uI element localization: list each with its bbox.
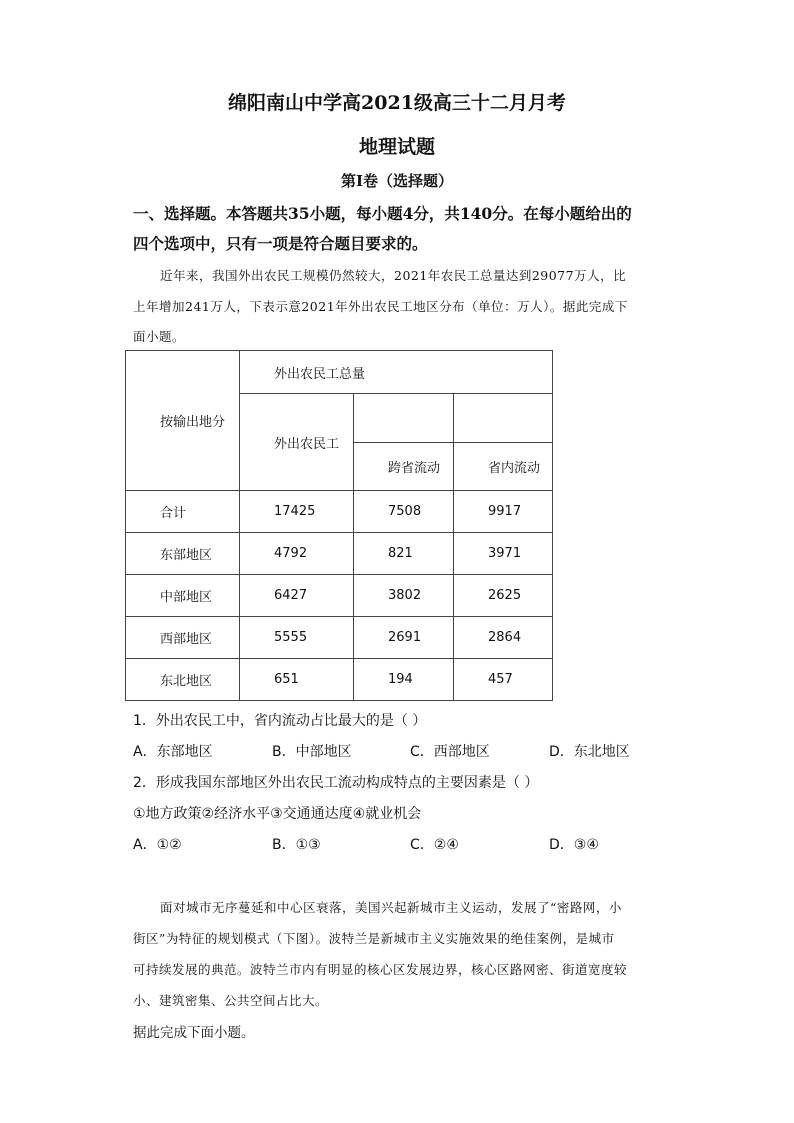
region-cell: 中部地区 <box>126 575 240 617</box>
table-corner-header: 按输出地分 <box>126 351 240 491</box>
passage2-line3: 可持续发展的典范。波特兰市内有明显的核心区发展边界，核心区路网密、街道宽度较 <box>133 962 628 977</box>
table-row <box>126 659 553 701</box>
migrant-cell: 5555 <box>240 617 354 659</box>
passage1-line2: 上年增加241万人，下表示意2021年外出农民工地区分布（单位：万人）。据此完成下 <box>133 299 628 314</box>
cross-cell: 2691 <box>354 617 454 659</box>
question1-option-d[interactable]: D．东北地区 <box>549 744 630 760</box>
cross-cell: 7508 <box>354 491 454 533</box>
table-empty-cell <box>454 394 553 443</box>
migrant-cell: 17425 <box>240 491 354 533</box>
cross-cell: 821 <box>354 533 454 575</box>
table-cross-header: 跨省流动 <box>354 443 454 491</box>
volume-title: 第Ⅰ卷（选择题） <box>340 172 454 190</box>
question2-factors: ①地方政策②经济水平③交通通达度④就业机会 <box>133 806 422 822</box>
table-row <box>126 617 553 659</box>
region-cell: 东北地区 <box>126 659 240 701</box>
subject-title: 地理试题 <box>358 136 435 158</box>
cross-cell: 194 <box>354 659 454 701</box>
question2-stem: 2．形成我国东部地区外出农民工流动构成特点的主要因素是（ ） <box>133 775 539 791</box>
table-row <box>126 533 553 575</box>
exam-title: 绵阳南山中学高2021级高三十二月月考 <box>228 92 566 114</box>
passage2-line4: 小、建筑密集、公共空间占比大。 <box>133 993 329 1008</box>
region-cell: 东部地区 <box>126 533 240 575</box>
within-cell: 2864 <box>454 617 553 659</box>
question2-option-b[interactable]: B．①③ <box>272 837 321 853</box>
question2-option-a[interactable]: A．①② <box>133 837 182 853</box>
within-cell: 2625 <box>454 575 553 617</box>
question2-option-d[interactable]: D．③④ <box>549 837 599 853</box>
question1-stem: 1．外出农民工中，省内流动占比最大的是（ ） <box>133 713 427 729</box>
passage2-instruction: 据此完成下面小题。 <box>133 1025 255 1041</box>
question1-option-b[interactable]: B．中部地区 <box>272 744 352 760</box>
table-within-header: 省内流动 <box>454 443 553 491</box>
question1-option-a[interactable]: A．东部地区 <box>133 744 213 760</box>
section-instruction-line2: 四个选项中，只有一项是符合题目要求的。 <box>133 234 428 253</box>
table-row <box>126 575 553 617</box>
passage1-line3: 面小题。 <box>133 329 186 344</box>
within-cell: 3971 <box>454 533 553 575</box>
migrant-worker-table <box>125 350 553 701</box>
region-cell: 合计 <box>126 491 240 533</box>
question1-option-c[interactable]: C．西部地区 <box>410 744 490 760</box>
table-row <box>126 491 553 533</box>
question2-option-c[interactable]: C．②④ <box>410 837 459 853</box>
passage2-line1: 面对城市无序蔓延和中心区衰落，美国兴起新城市主义运动，发展了“密路网，小 <box>160 900 622 915</box>
section-instruction-line1: 一、选择题。本答题共35小题，每小题4分，共140分。在每小题给出的 <box>133 204 632 223</box>
migrant-cell: 651 <box>240 659 354 701</box>
passage2-line2: 街区”为特征的规划模式（下图）。波特兰是新城市主义实施效果的绝佳案例，是城市 <box>133 931 615 946</box>
within-cell: 457 <box>454 659 553 701</box>
migrant-cell: 4792 <box>240 533 354 575</box>
region-cell: 西部地区 <box>126 617 240 659</box>
migrant-cell: 6427 <box>240 575 354 617</box>
within-cell: 9917 <box>454 491 553 533</box>
cross-cell: 3802 <box>354 575 454 617</box>
table-migrant-header: 外出农民工 <box>240 394 354 491</box>
table-empty-cell <box>354 394 454 443</box>
table-total-header: 外出农民工总量 <box>240 351 553 394</box>
passage1-line1: 近年来，我国外出农民工规模仍然较大，2021年农民工总量达到29077万人，比 <box>160 268 627 283</box>
